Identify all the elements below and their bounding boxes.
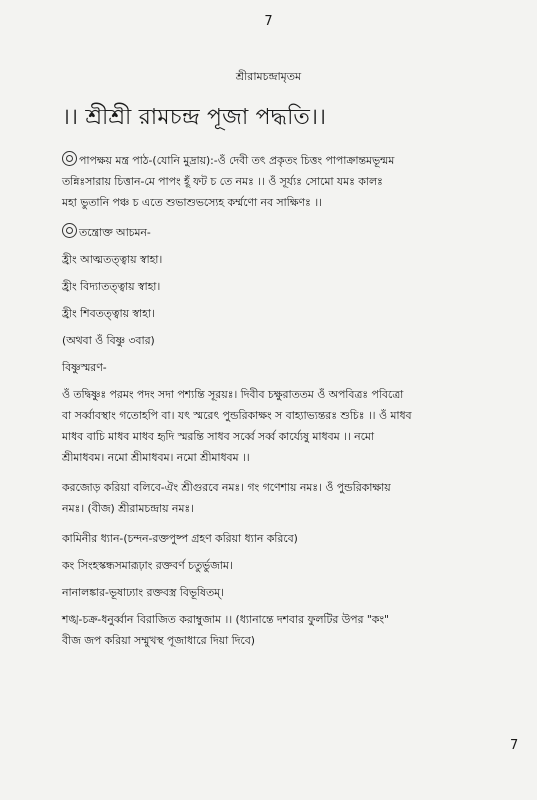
text-line: তন্ত্রোক্ত আচমন-	[62, 222, 512, 243]
text-line: হ্রীং শিবতত্ত্বায় স্বাহা।	[62, 307, 155, 320]
page-body	[62, 150, 512, 660]
lotus-mark-icon	[62, 223, 77, 238]
text-line: ওঁ তদ্বিষ্ণুঃ পরমং পদং সদা পশ্যন্তি সূরয়ঃ। দিবীব চক্ষুরাততম ওঁ অপবিত্রঃ পবিত্রো	[62, 388, 404, 401]
paragraph-achaman-heading	[62, 222, 512, 243]
running-head: শ্রীরামচন্দ্রামৃতম	[235, 70, 302, 83]
paragraph-kamini-dhyan	[62, 528, 512, 549]
text-line: হ্রীং বিদ্যাতত্ত্বায় স্বাহা।	[62, 280, 161, 293]
paragraph-vishnu-smaran-heading	[62, 357, 512, 378]
text-line: নমঃ। (বীজ) শ্রীরামচন্দ্রায় নমঃ।	[62, 502, 194, 515]
paragraph-papakshay-mantra	[62, 150, 512, 213]
paragraph-achaman-2	[62, 276, 512, 297]
page-number-top: 7	[264, 14, 273, 29]
paragraph-dhyan-2	[62, 582, 512, 603]
text-line: মহা ভুতানি পঞ্চ চ এতে শুভাশুভস্যেহ কর্ম্মণো নব সাক্ষিণঃ ।।	[62, 196, 322, 209]
text-line: শঙ্খ-চক্র-ধনুর্ব্বান বিরাজিত করাম্বুজাম ।। (ধ্যানান্তে দশবার ফুলটির উপর "কং"	[62, 613, 389, 626]
text-line: নানালঙ্কার-ভূষাঢ্যাং রক্তবস্ত্র বিভূষিতম্।	[62, 586, 224, 599]
text-line: হ্রীং আত্মতত্ত্বায় স্বাহা।	[62, 253, 163, 266]
paragraph-vishnu-smaran	[62, 384, 512, 468]
paragraph-dhyan-3	[62, 609, 512, 651]
text-line: বীজ জপ করিয়া সম্মুখস্থ পূজাধারে দিয়া দিবে)	[62, 634, 255, 647]
paragraph-dhyan-1	[62, 555, 512, 576]
lotus-mark-icon	[62, 151, 77, 166]
text-line: শ্রীমাধবম। নমো শ্রীমাধবম। নমো শ্রীমাধবম ।।	[62, 451, 250, 464]
text-line: বা সর্ব্বাবস্থাং গতোহপি বা। যৎ স্মরেৎ পুন্ডরিকাক্ষং স বাহ্যাভ্যন্তরঃ শুচিঃ ।। ওঁ মাধব	[62, 409, 412, 422]
page-title: ।। শ্রীশ্রী রামচন্দ্র পূজা পদ্ধতি।।	[62, 105, 327, 130]
paragraph-alternative	[62, 330, 512, 351]
page-number-bottom: 7	[510, 738, 519, 753]
text-line: কামিনীর ধ্যান-(চন্দন-রক্তপুষ্প গ্রহণ করিয়া ধ্যান করিবে)	[62, 532, 298, 545]
paragraph-achaman-3	[62, 303, 512, 324]
text-line: মাধব বাচি মাধব মাধব হৃদি স্মরন্তি সাধব সর্ব্বে সর্ব্ব কার্য্যেষু মাধবম ।। নমো	[62, 430, 375, 443]
text-line: করজোড় করিয়া বলিবে-ঐং শ্রীগুরবে নমঃ। গং গণেশায় নমঃ। ওঁ পুন্ডরিকাক্ষায়	[62, 481, 391, 494]
text-line: পাপক্ষয় মন্ত্র পাঠ-(যোনি মুদ্রায়):-ওঁ দেবী তৎ প্রকৃতং চিত্তং পাপাক্রান্তমভূন্মম	[62, 150, 512, 171]
text-line: কং সিংহস্কন্ধসমারূঢ়াং রক্তবর্ণ চতুর্ভুজাম।	[62, 559, 233, 572]
text-line: (অথবা ওঁ বিষ্ণু ৩বার)	[62, 334, 155, 347]
text-line: বিষ্ণুস্মরণ-	[62, 361, 107, 374]
paragraph-karajor	[62, 477, 512, 519]
paragraph-achaman-1	[62, 249, 512, 270]
text-line: তন্নিঃসারায় চিত্তান-মে পাপং হূঁ ফট চ তে নমঃ ।। ওঁ সূর্য্যঃ সোমো যমঃ কালঃ	[62, 175, 383, 188]
